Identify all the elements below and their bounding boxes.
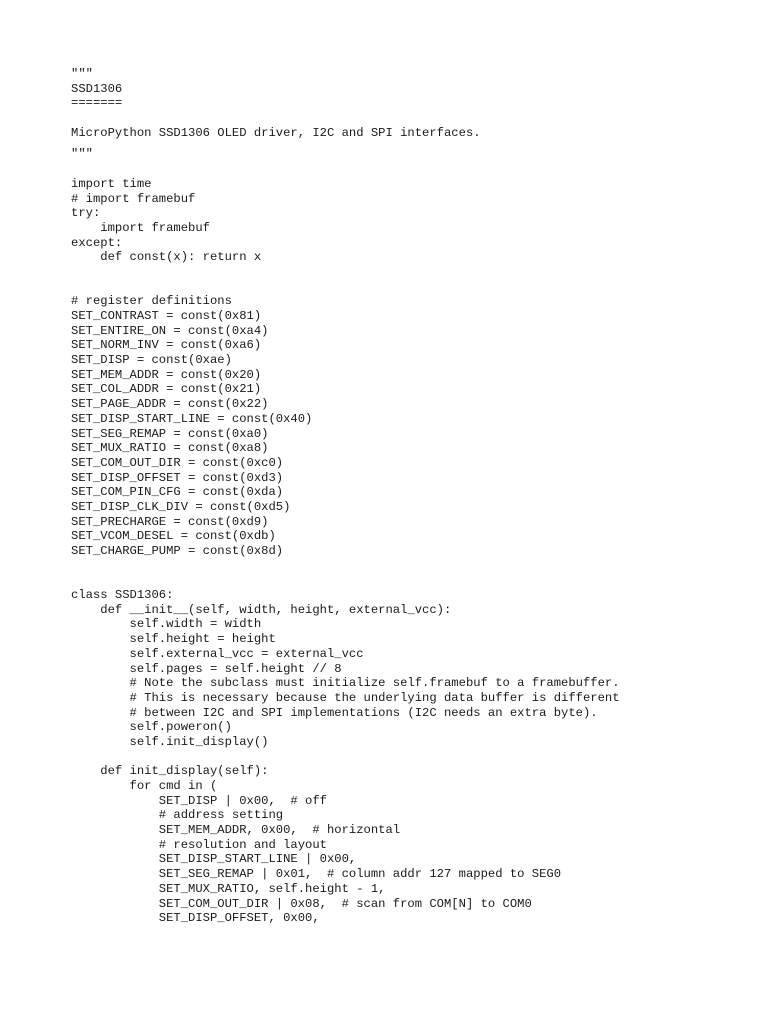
code-line	[71, 111, 751, 126]
code-line	[71, 280, 751, 295]
code-line: SET_COM_PIN_CFG = const(0xda)	[71, 485, 284, 500]
code-line	[71, 573, 751, 588]
code-line: # between I2C and SPI implementations (I2C needs an extra byte).	[71, 705, 598, 720]
code-line: for cmd in (	[71, 779, 218, 793]
code-line: SET_DISP = const(0xae)	[71, 353, 232, 368]
code-line: class SSD1306:	[71, 588, 174, 603]
code-line	[71, 265, 751, 280]
code-line: SET_MUX_RATIO = const(0xa8)	[71, 441, 269, 456]
code-listing	[71, 67, 751, 926]
code-line: SSD1306	[71, 81, 123, 96]
code-line: SET_PRECHARGE = const(0xd9)	[71, 514, 269, 529]
code-line	[71, 750, 751, 765]
code-line: import time	[71, 176, 152, 191]
code-line: self.height = height	[71, 632, 276, 647]
code-line: SET_CHARGE_PUMP = const(0x8d)	[71, 544, 284, 558]
code-line	[71, 162, 751, 177]
code-line: self.external_vcc = external_vcc	[71, 646, 364, 661]
code-line: except:	[71, 235, 123, 250]
code-line: def init_display(self):	[71, 764, 269, 779]
code-line: SET_DISP_START_LINE | 0x00,	[71, 852, 357, 867]
code-line: =======	[71, 96, 123, 111]
code-line: # register definitions	[71, 294, 232, 309]
code-line: SET_ENTIRE_ON = const(0xa4)	[71, 323, 269, 338]
code-line: SET_COL_ADDR = const(0x21)	[71, 382, 262, 397]
code-line: # address setting	[71, 808, 284, 823]
code-line: MicroPython SSD1306 OLED driver, I2C and SPI interfaces.	[71, 125, 481, 140]
code-line: def __init__(self, width, height, external_vcc):	[71, 602, 452, 617]
code-line: SET_COM_OUT_DIR | 0x08, # scan from COM[N] to COM0	[71, 896, 532, 911]
code-line: SET_MUX_RATIO, self.height - 1,	[71, 881, 386, 896]
code-line: SET_MEM_ADDR = const(0x20)	[71, 367, 262, 382]
code-line: SET_DISP_START_LINE = const(0x40)	[71, 411, 313, 426]
code-line: self.pages = self.height // 8	[71, 661, 342, 676]
code-line: """	[71, 147, 93, 162]
code-line: SET_CONTRAST = const(0x81)	[71, 309, 262, 323]
code-line: SET_DISP_OFFSET = const(0xd3)	[71, 470, 284, 485]
code-line: def const(x): return x	[71, 250, 262, 265]
code-line: import framebuf	[71, 220, 210, 235]
code-line: SET_MEM_ADDR, 0x00, # horizontal	[71, 823, 401, 838]
code-line: # This is necessary because the underlying data buffer is different	[71, 690, 620, 705]
code-line: # import framebuf	[71, 191, 196, 206]
code-line: SET_DISP | 0x00, # off	[71, 793, 327, 808]
code-line	[71, 559, 751, 574]
code-line: self.width = width	[71, 617, 262, 632]
code-line: SET_VCOM_DESEL = const(0xdb)	[71, 529, 276, 544]
code-line: SET_PAGE_ADDR = const(0x22)	[71, 397, 269, 412]
code-line: SET_DISP_CLK_DIV = const(0xd5)	[71, 499, 291, 514]
code-line: SET_COM_OUT_DIR = const(0xc0)	[71, 455, 284, 470]
code-line: """	[71, 67, 93, 81]
code-line: self.init_display()	[71, 734, 269, 749]
code-line: SET_SEG_REMAP = const(0xa0)	[71, 426, 269, 441]
spacer	[71, 140, 751, 147]
code-line: SET_DISP_OFFSET, 0x00,	[71, 911, 320, 926]
code-line: SET_SEG_REMAP | 0x01, # column addr 127 mapped to SEG0	[71, 867, 562, 882]
code-line: SET_NORM_INV = const(0xa6)	[71, 338, 262, 353]
code-line: try:	[71, 206, 101, 221]
code-line: # Note the subclass must initialize self.framebuf to a framebuffer.	[71, 676, 620, 691]
code-line: # resolution and layout	[71, 837, 327, 852]
code-line: self.poweron()	[71, 720, 232, 735]
